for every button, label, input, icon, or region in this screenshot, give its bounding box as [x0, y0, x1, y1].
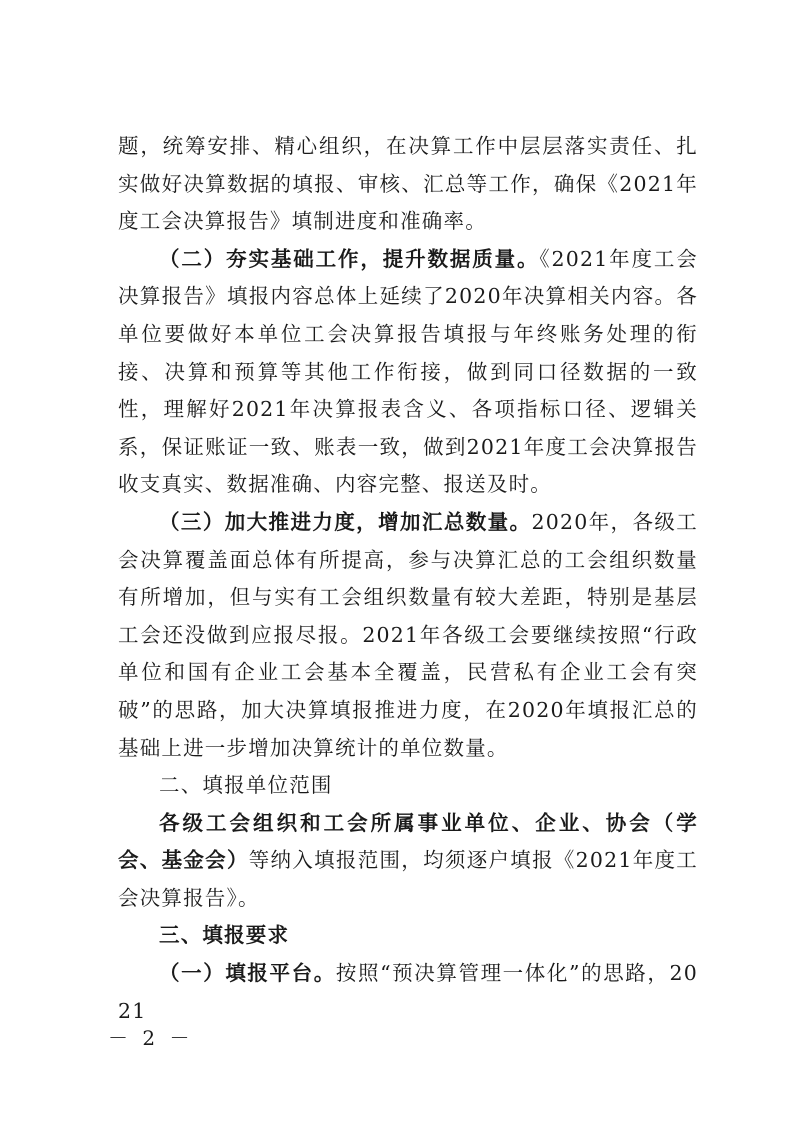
section-title: 三、填报要求 [159, 923, 290, 948]
page-number: － 2 － [108, 1026, 194, 1050]
paragraph-scope [118, 805, 698, 918]
section-heading-scope [118, 767, 698, 805]
paragraph-promotion [118, 504, 698, 767]
paragraph-platform [118, 955, 698, 1030]
subheading-data-quality: （二）夯实基础工作，提升数据质量。 [159, 246, 540, 271]
paragraph-text: 等纳入填报范围，均须逐户填报《2021年度工会决算报告》。 [118, 848, 698, 910]
section-heading-requirements [118, 917, 698, 955]
paragraph-continuation [118, 128, 698, 241]
section-title: 二、填报单位范围 [159, 773, 333, 798]
subheading-promotion: （三）加大推进力度，增加汇总数量。 [159, 509, 532, 534]
paragraph-text: 《2021年度工会决算报告》填报内容总体上延续了2020年决算相关内容。各单位要做好本单位工会决算报告填报与年终账务处理的衔接、决算和预算等其他工作衔接，做到同口径数据的一致性，理解好2021年决算报表含义、各项指标口径、逻辑关系，保证账证一致、账表一致，做到2021年度工会决算报告收支真实、数据准确、内容完整、报送及时。 [118, 246, 698, 497]
paragraph-text: 按照“预决算管理一体化”的思路，2021 [118, 961, 698, 1023]
subheading-platform: （一）填报平台。 [159, 961, 336, 986]
scope-emphasis: 各级工会组织和工会所属事业单位、企业、协会（学会、基金会） [118, 810, 698, 873]
paragraph-data-quality [118, 241, 698, 504]
document-body [118, 128, 698, 1030]
paragraph-text: 题，统筹安排、精心组织，在决算工作中层层落实责任、扎实做好决算数据的填报、审核、汇总等工作，确保《2021年度工会决算报告》填制进度和准确率。 [118, 134, 698, 234]
paragraph-text: 2020年，各级工会决算覆盖面总体有所提高，参与决算汇总的工会组织数量有所增加，但与实有工会组织数量有较大差距，特别是基层工会还没做到应报尽报。2021年各级工会要继续按照“行政单位和国有企业工会基本全覆盖，民营私有企业工会有突破”的思路，加大决算填报推进力度，在2020年填报汇总的基础上进一步增加决算统计的单位数量。 [118, 509, 698, 760]
